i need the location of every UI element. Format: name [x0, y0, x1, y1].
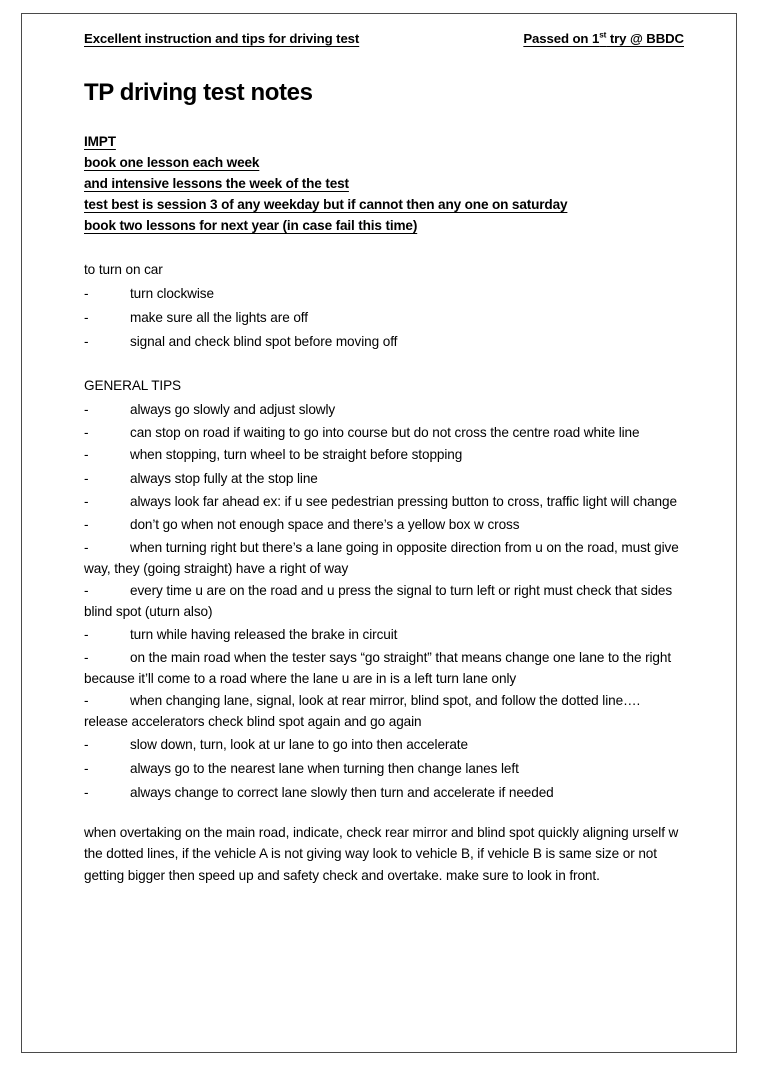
- bullet-dash: -: [84, 649, 89, 665]
- list-item-text: don’t go when not enough space and there’s a yellow box w cross: [130, 516, 520, 532]
- header-right-suffix: try @ BBDC: [606, 31, 684, 46]
- bullet-dash: -: [84, 760, 89, 776]
- list-item-text: when stopping, turn wheel to be straight before stopping: [130, 447, 463, 463]
- list-item: [84, 443, 684, 467]
- document-running-header: [84, 31, 684, 46]
- list-item-text: turn clockwise: [130, 285, 214, 301]
- bullet-dash: -: [84, 692, 89, 708]
- list-item: [84, 647, 684, 690]
- bullet-dash: -: [84, 494, 89, 510]
- bullet-dash: -: [84, 285, 89, 301]
- bullet-dash: -: [84, 582, 89, 598]
- bullet-dash: -: [84, 309, 89, 325]
- general-tips-section: [84, 374, 684, 805]
- list-item-text: on the main road when the tester says “go straight” that means change one lane to the right because it’ll come to a road where the lane u are in is a left turn lane only: [84, 649, 672, 687]
- list-item: [84, 282, 684, 306]
- paragraph-spacer: [84, 805, 684, 822]
- list-item: [84, 422, 684, 444]
- list-item-text: always change to correct lane slowly then turn and accelerate if needed: [130, 784, 554, 800]
- bullet-dash: -: [84, 447, 89, 463]
- impt-line: and intensive lessons the week of the test: [84, 175, 349, 191]
- impt-line: IMPT: [84, 133, 116, 149]
- list-item-text: signal and check blind spot before moving off: [130, 333, 398, 349]
- general-tips-heading: GENERAL TIPS: [84, 377, 182, 393]
- impt-line: book two lessons for next year (in case fail this time): [84, 217, 418, 233]
- impt-line: test best is session 3 of any weekday but if cannot then any one on saturday: [84, 196, 568, 212]
- list-item: [84, 537, 684, 580]
- list-item-text: always go to the nearest lane when turning then change lanes left: [130, 760, 519, 776]
- list-item-text: always stop fully at the stop line: [130, 471, 318, 487]
- bullet-dash: -: [84, 626, 89, 642]
- list-item-text: when turning right but there’s a lane going in opposite direction from u on the road, must give way, they (going straight) have a right of way: [84, 539, 679, 577]
- list-item: [84, 781, 684, 805]
- bullet-dash: -: [84, 471, 89, 487]
- header-right-prefix: Passed on 1: [523, 31, 600, 46]
- header-right-text: [517, 31, 684, 46]
- page-title: TP driving test notes: [84, 79, 313, 106]
- header-left-text: Excellent instruction and tips for driving test: [84, 31, 360, 46]
- list-item: [84, 398, 684, 422]
- list-item: [84, 491, 684, 513]
- list-item-text: every time u are on the road and u press the signal to turn left or right must check that sides blind spot (uturn also): [84, 582, 673, 620]
- list-item: [84, 757, 684, 781]
- bullet-dash: -: [84, 516, 89, 532]
- list-item: [84, 513, 684, 537]
- bullet-dash: -: [84, 784, 89, 800]
- list-item: [84, 580, 684, 623]
- bullet-dash: -: [84, 736, 89, 752]
- header-ordinal-suffix: st: [599, 30, 607, 40]
- list-item-text: always go slowly and adjust slowly: [130, 401, 336, 417]
- bullet-dash: -: [84, 424, 89, 440]
- list-item: [84, 623, 684, 647]
- list-item-text: can stop on road if waiting to go into course but do not cross the centre road white line: [130, 424, 640, 440]
- closing-paragraph: when overtaking on the main road, indicate, check rear mirror and blind spot quickly aligning urself w the dotted lines, if the vehicle A is not giving way look to vehicle B, if vehicle B is same size or not getting bigger then speed up and safety check and overtake. make sure to look in front.: [84, 824, 679, 883]
- list-item: [84, 467, 684, 491]
- turn-on-car-section: [84, 258, 684, 354]
- list-item: [84, 733, 684, 757]
- bullet-dash: -: [84, 333, 89, 349]
- page-content-area: [84, 31, 684, 886]
- list-item: [84, 690, 684, 733]
- list-item-text: make sure all the lights are off: [130, 309, 308, 325]
- impt-section: [84, 131, 684, 236]
- list-item: [84, 330, 684, 354]
- list-item-text: when changing lane, signal, look at rear mirror, blind spot, and follow the dotted line…. release accelerators check blind spot again and go again: [84, 692, 641, 730]
- list-item: [84, 306, 684, 330]
- list-item-text: slow down, turn, look at ur lane to go into then accelerate: [130, 736, 468, 752]
- list-item-text: turn while having released the brake in circuit: [130, 626, 398, 642]
- bullet-dash: -: [84, 539, 89, 555]
- bullet-dash: -: [84, 401, 89, 417]
- turn-on-car-heading: to turn on car: [84, 261, 163, 277]
- impt-line: book one lesson each week: [84, 154, 260, 170]
- list-item-text: always look far ahead ex: if u see pedestrian pressing button to cross, traffic light will change: [130, 494, 677, 510]
- document-page: [21, 13, 737, 1053]
